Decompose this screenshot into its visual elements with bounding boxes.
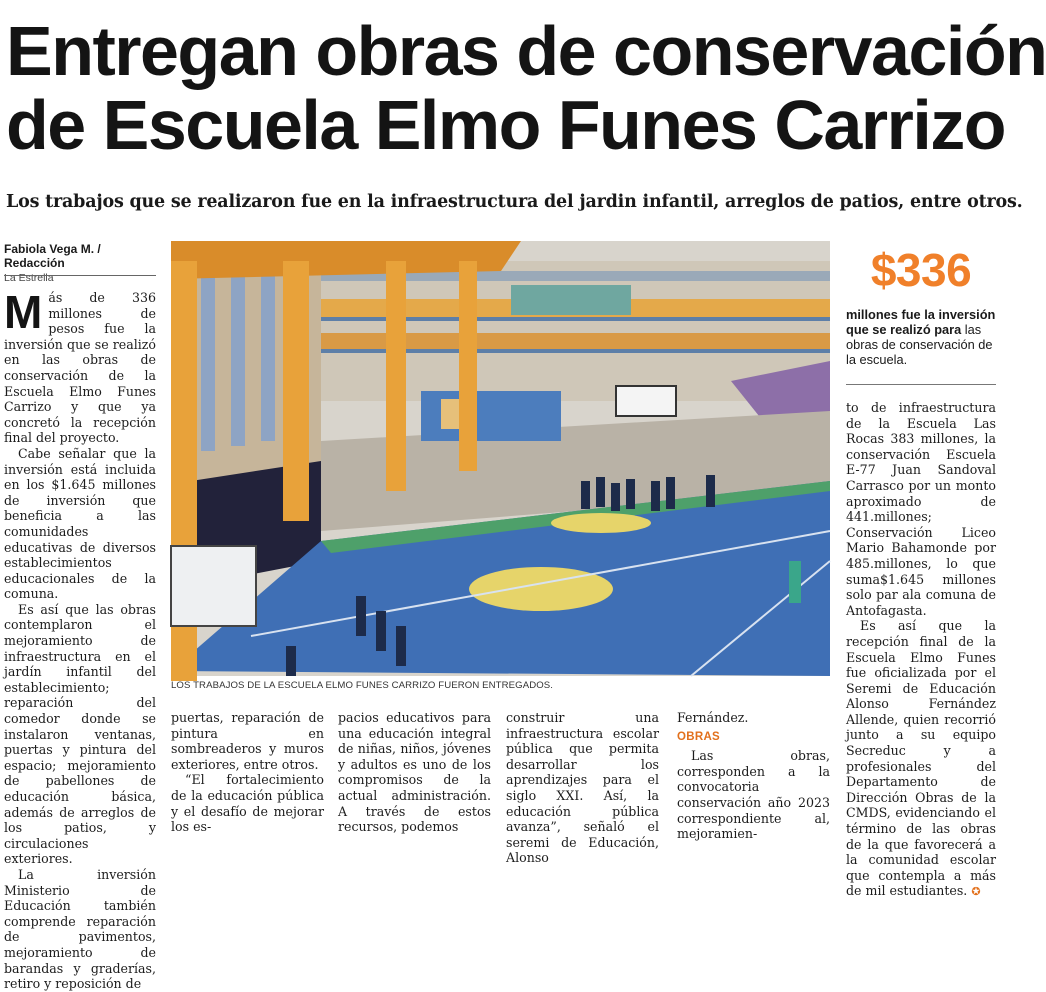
article-column-3 [338, 710, 491, 835]
stat-amount: $336 [870, 244, 972, 296]
drop-cap: M [4, 286, 43, 338]
lead-text: ás de 336 millones de pesos fue la inversión que se realizó en las obras de conservación de la Escuela Elmo Funes Carrizo y que ya concretó la recepción final del proyecto. [4, 290, 156, 446]
paragraph: construir una infraestructura escolar pública que permita desarrollar los aprendizajes para el siglo XXI. Así, la educación pública avanza”, señaló el seremi de Educación, Alonso [506, 710, 659, 866]
section-heading-obras: OBRAS [677, 730, 721, 743]
paragraph: puertas, reparación de pintura en sombreaderos y muros exteriores, entre otros. [171, 710, 324, 772]
headline-line-1: Entregan obras de conservación [6, 12, 1046, 90]
headline-line-2: de Escuela Elmo Funes Carrizo [6, 86, 1006, 164]
subheadline: Los trabajos que se realizaron fue en la infraestructura del jardin infantil, arreglos de patios, entre otros. [6, 192, 1023, 212]
end-mark-icon: ✪ [971, 885, 981, 899]
article-column-6 [846, 400, 996, 899]
paragraph: pacios educativos para una educación integral de niñas, niños, jóvenes y adultos es uno de los compromisos de la actual administración. A través de estos recursos, podemos [338, 710, 491, 835]
paragraph: Fernández. [677, 710, 749, 725]
closing-text: Es así que la recepción final de la Escuela Elmo Funes fue oficializada por el Seremi de Educación Alonso Fernández Allende, quien recorrió junto a su equipo Secreduc y a profesionales del Departamento de Dirección Obras de la CMDS, evidenciando el término de las obras de la que favorecerá a la comunidad escolar que contempla a más de mil estudiantes. [846, 618, 996, 899]
paragraph: “El fortalecimiento de la educación pública y el desafío de mejorar los es- [171, 772, 324, 835]
byline-outlet: La Estrella [4, 272, 54, 284]
byline-author: Fabiola Vega M. / Redacción [4, 242, 101, 270]
stat-divider [846, 384, 996, 385]
article-column-1 [4, 286, 156, 992]
article-column-2 [171, 710, 324, 835]
stat-text-rest: las obras de conservación de la escuela. [846, 322, 993, 367]
article-column-4 [506, 710, 659, 866]
article-photo [171, 241, 830, 676]
headline [6, 12, 1046, 164]
stat-box [846, 241, 996, 367]
photo-caption: LOS TRABAJOS DE LA ESCUELA ELMO FUNES CARRIZO FUERON ENTREGADOS. [171, 680, 554, 691]
lead-paragraph [4, 286, 156, 446]
stat-text [846, 307, 996, 367]
paragraph: Las obras, corresponden a la convocatoria conservación año 2023 correspondiente al, mejoramien- [677, 748, 830, 842]
paragraph: La inversión Ministerio de Educación también comprende reparación de pavimentos, mejoramiento de barandas y graderías, retiro y reposición de [4, 866, 156, 992]
byline [4, 242, 156, 284]
article-column-5 [677, 710, 830, 842]
paragraph: Es así que las obras contemplaron el mejoramiento de infraestructura en el jardín infantil del establecimiento; reparación del comedor donde se instalaron ventanas, puertas y pintura del espacio; mejoramiento de pabellones de educación básica, además de arreglos de los patios, y circulaciones exteriores. [4, 601, 156, 867]
school-courtyard-photo [171, 241, 830, 676]
byline-divider [4, 275, 156, 276]
paragraph: Cabe señalar que la inversión está incluida en los $1.645 millones de inversión que beneficia a las comunidades educativas de diversos establecimientos educacionales de la comuna. [4, 445, 156, 602]
stat-text-bold: millones fue la inversión que se realizó para [846, 307, 996, 337]
paragraph [846, 618, 996, 900]
paragraph: to de infraestructura de la Escuela Las Rocas 383 millones, la conservación Escuela E-77 Juan Sandoval Carrasco por un monto aproximado de 441.millones; Conservación Liceo Mario Bahamonde por 485.millones, lo que suma$1.645 millones solo par ala comuna de Antofagasta. [846, 400, 996, 618]
